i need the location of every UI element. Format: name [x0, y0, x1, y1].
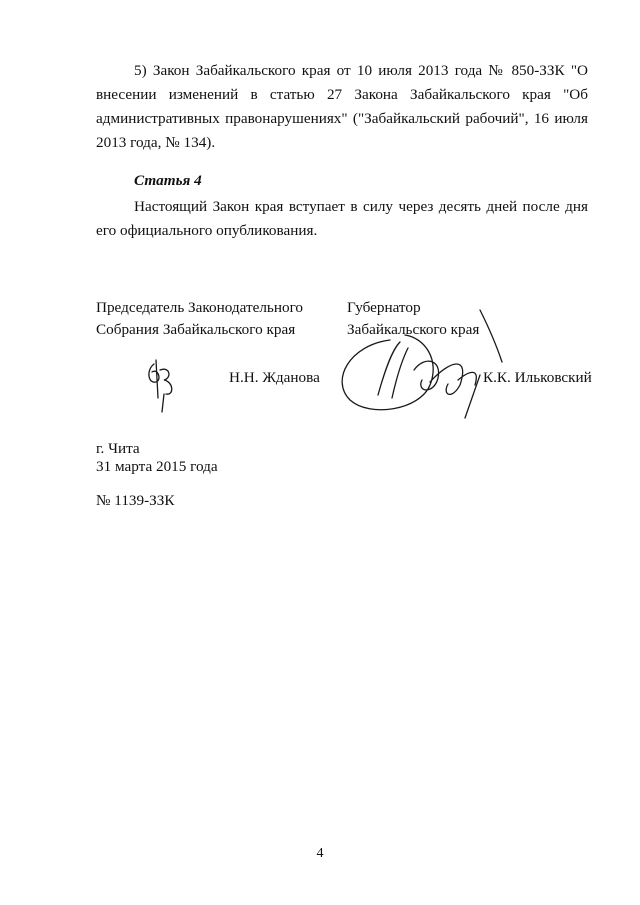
governor-position-line-1: Губернатор	[347, 299, 421, 316]
law-number: № 1139-ЗЗК	[96, 492, 175, 509]
governor-position-line-2: Забайкальского края	[347, 321, 480, 338]
paragraph-entry-into-force: Настоящий Закон края вступает в силу через десять дней после дня его официального опубликования.	[96, 198, 588, 239]
chair-position-line-2: Собрания Забайкальского края	[96, 321, 296, 338]
paragraph-law-item-5: 5) Закон Забайкальского края от 10 июля 2013 года № 850-ЗЗК "О внесении изменений в статью 27 Закона Забайкальского края "Об административных правонарушениях" ("Забайкальский рабочий", 16 июля 2013 года, № 134).	[96, 62, 588, 151]
chair-position-line-1: Председатель Законодательного	[96, 299, 304, 316]
signing-city: г. Чита	[96, 440, 140, 457]
governor-signature	[330, 300, 510, 425]
page-number: 4	[316, 846, 324, 861]
chair-signature	[140, 356, 188, 416]
chair-position	[96, 297, 303, 341]
signing-date: 31 марта 2015 года	[96, 458, 218, 475]
article-heading: Статья 4	[134, 172, 202, 189]
governor-name: К.К. Ильковский	[483, 369, 592, 386]
chair-name: Н.Н. Жданова	[229, 369, 320, 386]
